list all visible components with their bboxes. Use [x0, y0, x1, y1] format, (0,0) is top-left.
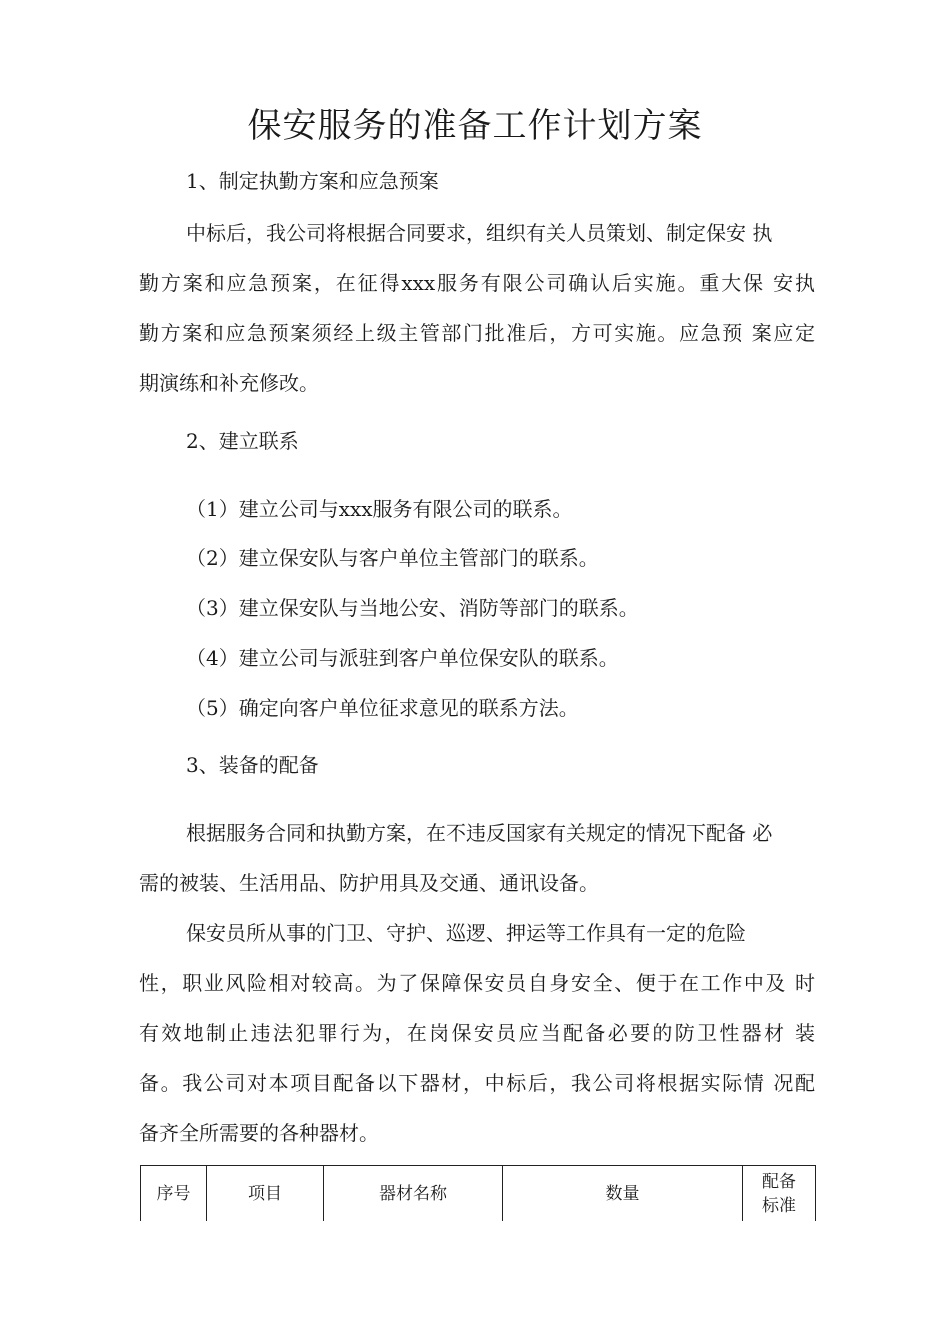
section-3-paragraph-2-line: 性，职业风险相对较高。为了保障保安员自身安全、便于在工作中及 时	[139, 971, 815, 995]
section-2-list-item: （5）确定向客户单位征求意见的联系方法。	[186, 696, 579, 720]
section-3-paragraph-2-line: 保安员所从事的门卫、守护、巡逻、押运等工作具有一定的危险	[186, 921, 746, 945]
table-header-cell-line: 标准	[762, 1195, 796, 1216]
equipment-table	[140, 1165, 816, 1221]
table-header-cell: 项目	[207, 1166, 324, 1222]
table-header-cell: 数量	[503, 1166, 743, 1222]
section-1-paragraph-line: 期演练和补充修改。	[139, 371, 319, 395]
table-header-row	[141, 1166, 816, 1222]
section-1-heading: 1、制定执勤方案和应急预案	[186, 169, 439, 193]
section-1-paragraph-line: 勤方案和应急预案，在征得xxx服务有限公司确认后实施。重大保 安执	[139, 271, 815, 295]
section-3-paragraph-1-line: 需的被装、生活用品、防护用具及交通、通讯设备。	[139, 871, 599, 895]
section-2-heading: 2、建立联系	[186, 429, 299, 453]
section-3-paragraph-2-line: 有效地制止违法犯罪行为，在岗保安员应当配备必要的防卫性器材 装	[139, 1021, 815, 1045]
section-2-list-item: （1）建立公司与xxx服务有限公司的联系。	[186, 497, 573, 521]
section-1-paragraph-line: 中标后，我公司将根据合同要求，组织有关人员策划、制定保安 执	[186, 221, 773, 245]
section-2-list-item: （3）建立保安队与当地公安、消防等部门的联系。	[186, 596, 639, 620]
table-header-cell-line: 配备	[762, 1171, 796, 1192]
section-3-paragraph-2-line: 备齐全所需要的各种器材。	[139, 1121, 379, 1145]
page-title: 保安服务的准备工作计划方案	[247, 106, 703, 146]
table-header-cell	[743, 1166, 816, 1222]
section-2-list-item: （2）建立保安队与客户单位主管部门的联系。	[186, 546, 599, 570]
table-header-cell: 序号	[141, 1166, 207, 1222]
table-header-cell: 器材名称	[324, 1166, 503, 1222]
section-1-paragraph-line: 勤方案和应急预案须经上级主管部门批准后，方可实施。应急预 案应定	[139, 321, 815, 345]
section-3-paragraph-1-line: 根据服务合同和执勤方案，在不违反国家有关规定的情况下配备 必	[186, 821, 773, 845]
section-3-heading: 3、装备的配备	[186, 753, 319, 777]
section-2-list-item: （4）建立公司与派驻到客户单位保安队的联系。	[186, 646, 619, 670]
section-3-paragraph-2-line: 备。我公司对本项目配备以下器材，中标后，我公司将根据实际情 况配	[139, 1071, 815, 1095]
